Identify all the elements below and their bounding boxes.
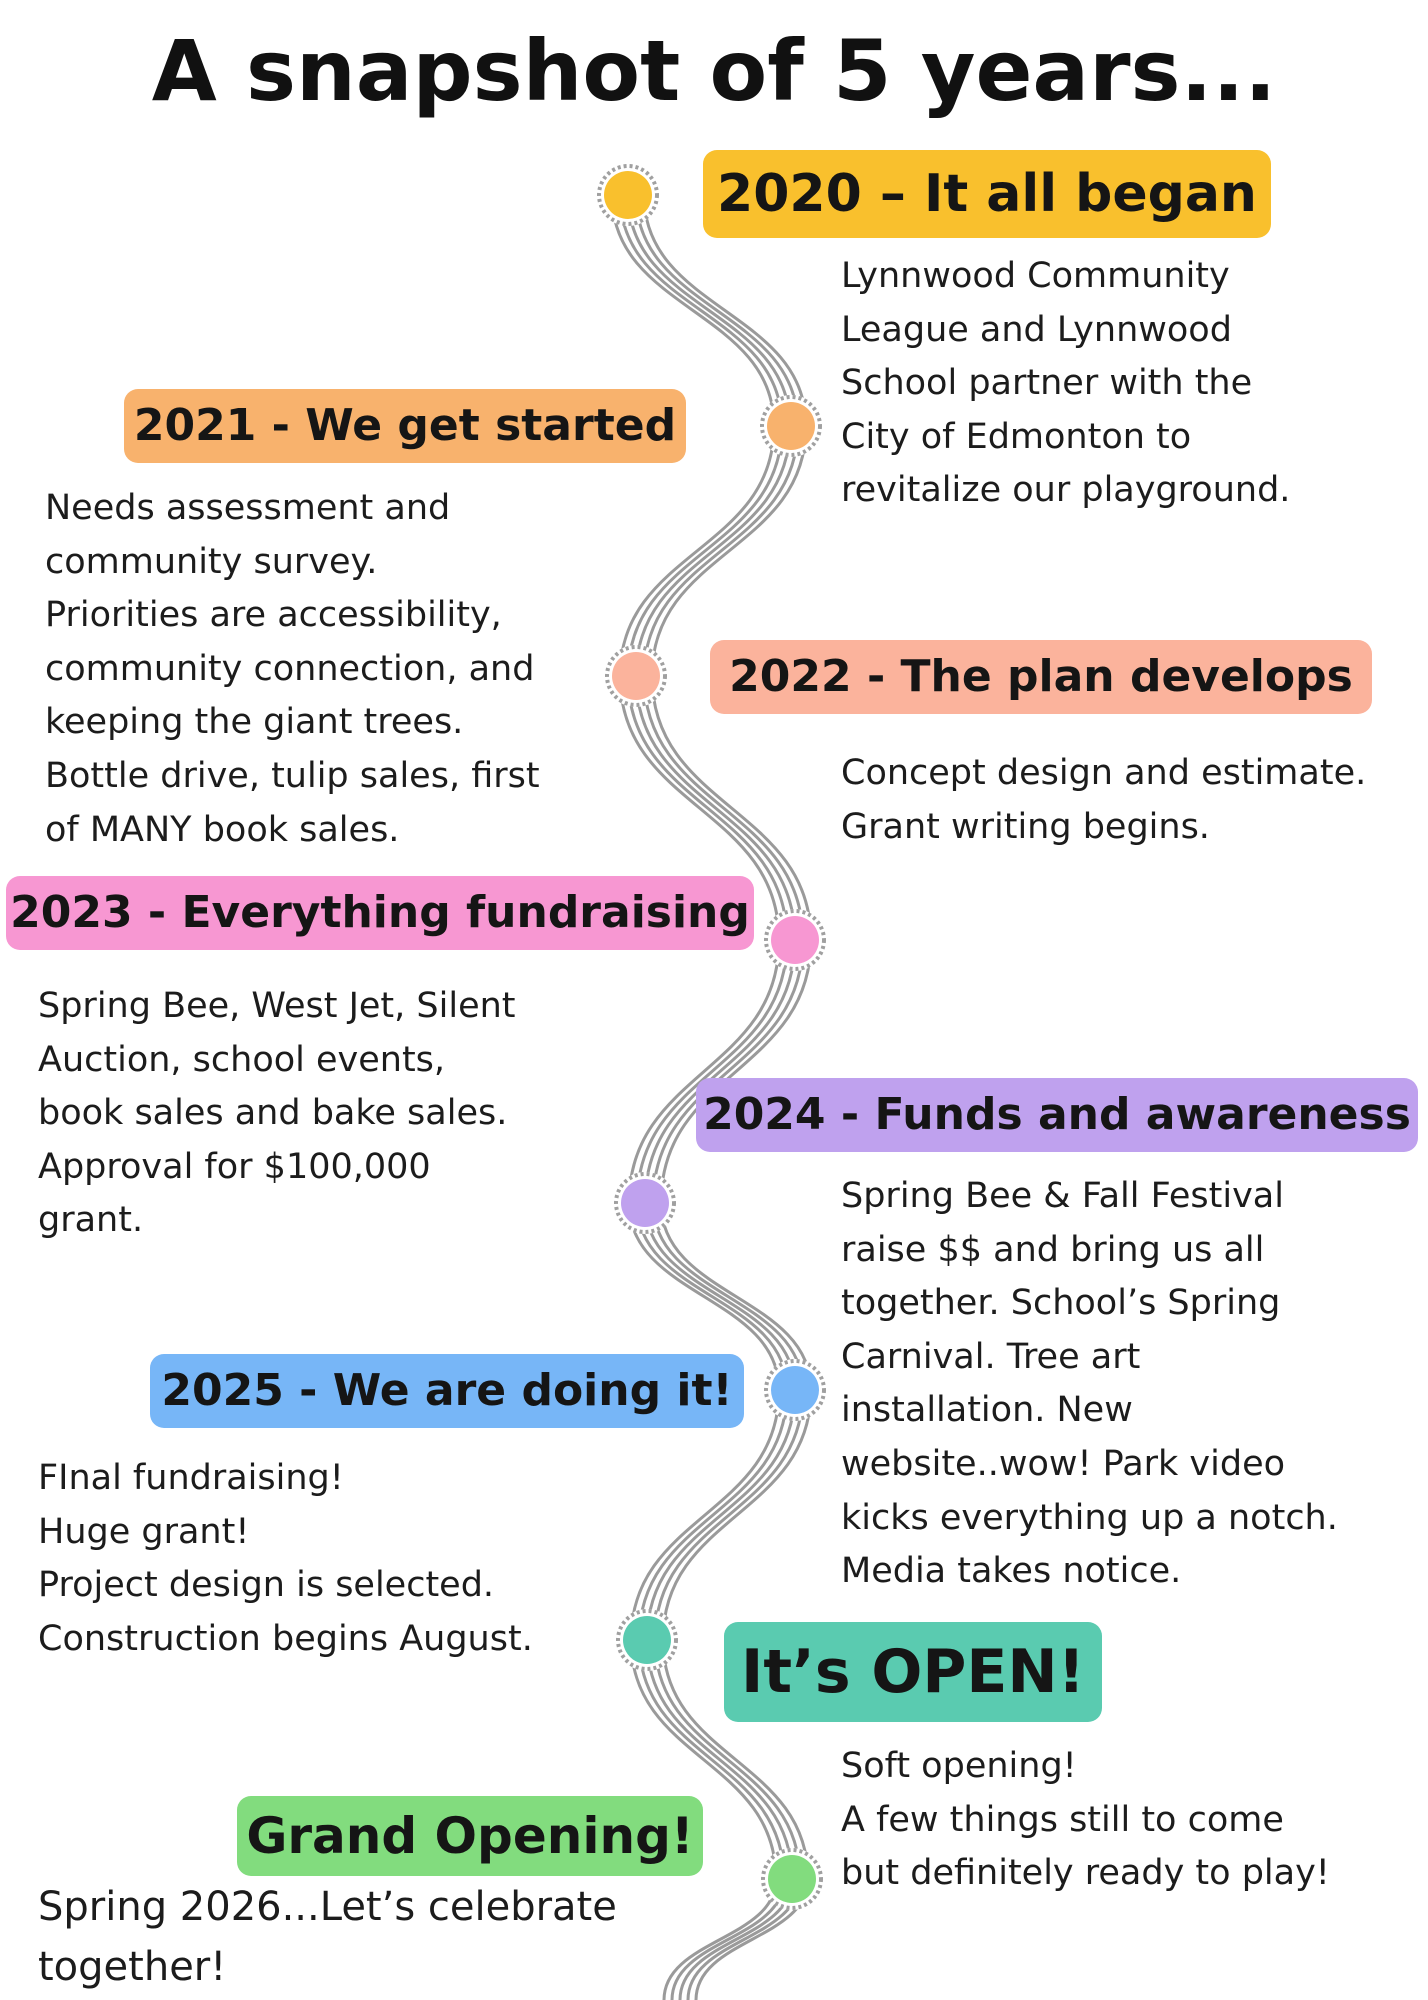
milestone-text-line: Concept design and estimate. [841,753,1367,793]
milestone-text-line: but definitely ready to play! [841,1853,1330,1894]
milestone-text-open [841,1740,1330,1901]
milestone-label-open: It’s OPEN! [724,1622,1102,1722]
milestone-text-line: Needs assessment and [45,488,451,528]
milestone-text-line: Spring Bee & Fall Festival [841,1176,1284,1216]
milestone-text-2023 [38,980,516,1248]
milestone-dot-2022 [603,643,669,709]
milestone-text-line: FInal fundraising! [38,1458,344,1498]
milestone-text-line: community connection, and [45,648,535,689]
milestone-text-line: Construction begins August. [38,1618,533,1659]
milestone-dot-2023 [762,907,828,973]
milestone-dot-2024 [612,1170,678,1236]
milestone-text-line: Spring 2026...Let’s celebrate [38,1884,617,1930]
milestone-text-line: Carnival. Tree art [841,1336,1141,1377]
milestone-text-line: of MANY book sales. [45,809,400,850]
page-title: A snapshot of 5 years... [151,22,1277,120]
milestone-text-line: together. School’s Spring [841,1283,1281,1324]
milestone-text-2024 [841,1170,1338,1599]
milestone-label-2024: 2024 - Funds and awareness [696,1078,1418,1152]
milestone-dot-2020 [595,162,661,228]
milestone-text-grand-opening [38,1877,617,1997]
milestone-text-line: Priorities are accessibility, [45,595,502,636]
milestone-text-line: City of Edmonton to [841,416,1192,457]
milestone-text-line: community survey. [45,541,378,582]
milestone-text-line: Soft opening! [841,1746,1077,1786]
milestone-text-line: Huge grant! [38,1511,250,1552]
milestone-text-2021 [45,482,540,857]
milestone-text-line: School partner with the [841,363,1253,404]
milestone-text-line: revitalize our playground. [841,470,1291,511]
milestone-text-line: Approval for $100,000 [38,1146,431,1187]
milestone-text-line: Lynnwood Community [841,256,1230,296]
milestone-dot-2021 [758,393,824,459]
milestone-label-2023: 2023 - Everything fundraising [6,876,754,950]
milestone-text-line: website..wow! Park video [841,1443,1286,1484]
milestone-text-line: Bottle drive, tulip sales, first [45,755,540,796]
milestone-dot-grand-opening [759,1846,825,1912]
milestone-text-2025 [38,1452,533,1666]
milestone-text-line: League and Lynnwood [841,309,1232,350]
milestone-text-line: Project design is selected. [38,1565,495,1606]
milestone-text-2022 [841,747,1366,854]
milestone-dot-2025 [762,1357,828,1423]
milestone-text-line: installation. New [841,1390,1133,1431]
milestone-label-2025: 2025 - We are doing it! [150,1354,744,1428]
milestone-text-line: Media takes notice. [841,1551,1182,1592]
milestone-text-line: A few things still to come [841,1799,1284,1840]
milestone-text-2020 [841,250,1290,518]
milestone-label-2022: 2022 - The plan develops [710,640,1372,714]
milestone-text-line: raise $$ and bring us all [841,1229,1265,1270]
milestone-dot-open [614,1607,680,1673]
milestone-text-line: book sales and bake sales. [38,1093,508,1134]
milestone-text-line: Grant writing begins. [841,806,1210,847]
milestone-text-line: kicks everything up a notch. [841,1497,1338,1538]
milestone-text-line: together! [38,1944,227,1990]
milestone-text-line: keeping the giant trees. [45,702,464,743]
milestone-label-2021: 2021 - We get started [124,389,686,463]
milestone-text-line: Auction, school events, [38,1039,446,1080]
milestone-text-line: Spring Bee, West Jet, Silent [38,986,516,1026]
milestone-label-2020: 2020 – It all began [703,150,1271,238]
milestone-label-grand-opening: Grand Opening! [237,1796,703,1876]
milestone-text-line: grant. [38,1200,144,1241]
